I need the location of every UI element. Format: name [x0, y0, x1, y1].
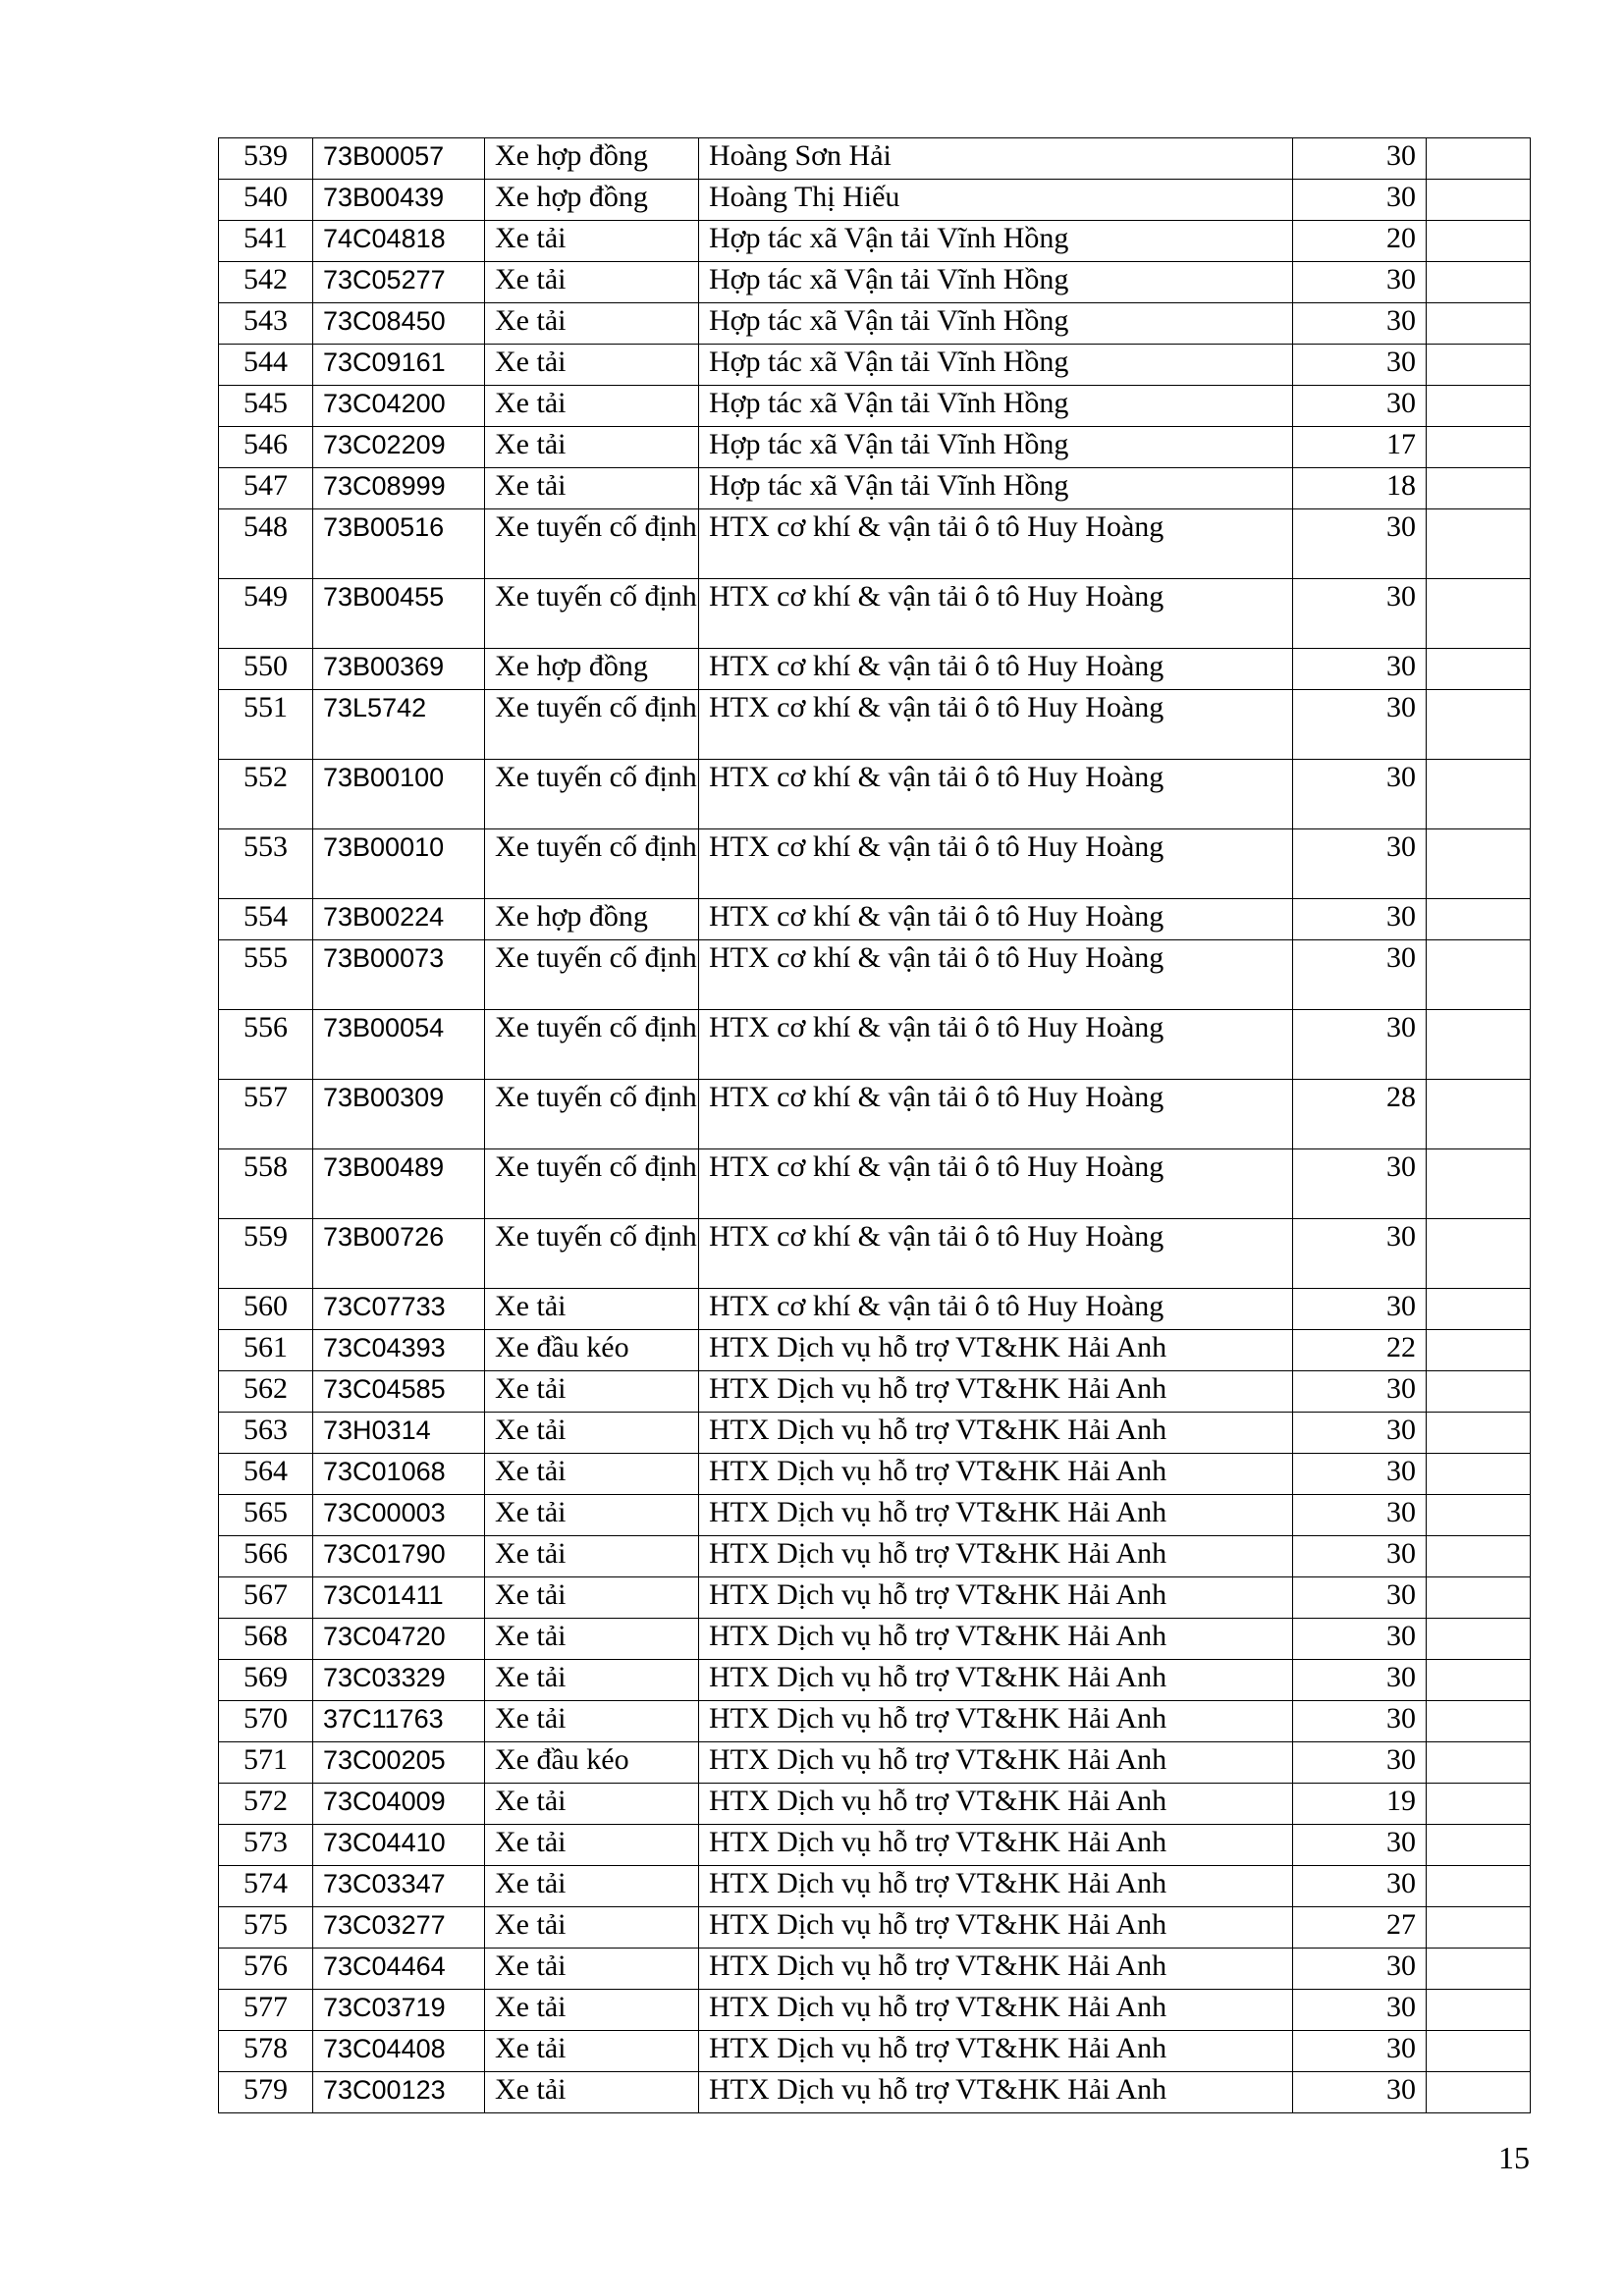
owner-name: HTX Dịch vụ hỗ trợ VT&HK Hải Anh	[699, 1949, 1293, 1990]
row-number: 551	[219, 690, 313, 760]
vehicle-type: Xe tải	[485, 1454, 699, 1495]
license-plate: 73C08450	[313, 303, 485, 345]
owner-name: Hợp tác xã Vận tải Vĩnh Hồng	[699, 468, 1293, 509]
license-plate: 73C02209	[313, 427, 485, 468]
vehicle-type: Xe tải	[485, 1577, 699, 1619]
blank-cell	[1427, 1990, 1531, 2031]
table-row	[219, 1454, 1531, 1495]
table-row	[219, 1866, 1531, 1907]
table-row	[219, 579, 1531, 649]
owner-name: HTX cơ khí & vận tải ô tô Huy Hoàng	[699, 829, 1293, 899]
days-value: 30	[1293, 649, 1427, 690]
owner-name: HTX Dịch vụ hỗ trợ VT&HK Hải Anh	[699, 2072, 1293, 2113]
owner-name: HTX Dịch vụ hỗ trợ VT&HK Hải Anh	[699, 2031, 1293, 2072]
blank-cell	[1427, 509, 1531, 579]
license-plate: 73B00010	[313, 829, 485, 899]
blank-cell	[1427, 1454, 1531, 1495]
owner-name: HTX cơ khí & vận tải ô tô Huy Hoàng	[699, 579, 1293, 649]
table-row	[219, 1907, 1531, 1949]
table-row	[219, 760, 1531, 829]
vehicle-type: Xe tải	[485, 386, 699, 427]
vehicle-table-body	[219, 138, 1531, 2113]
row-number: 546	[219, 427, 313, 468]
owner-name: HTX cơ khí & vận tải ô tô Huy Hoàng	[699, 649, 1293, 690]
license-plate: 73C01068	[313, 1454, 485, 1495]
license-plate: 73C00003	[313, 1495, 485, 1536]
days-value: 30	[1293, 690, 1427, 760]
blank-cell	[1427, 1701, 1531, 1742]
vehicle-type: Xe tải	[485, 1784, 699, 1825]
license-plate: 73C09161	[313, 345, 485, 386]
blank-cell	[1427, 1742, 1531, 1784]
blank-cell	[1427, 386, 1531, 427]
blank-cell	[1427, 899, 1531, 940]
vehicle-type: Xe tuyến cố định	[485, 1219, 699, 1289]
table-row	[219, 1619, 1531, 1660]
vehicle-type: Xe tải	[485, 262, 699, 303]
blank-cell	[1427, 262, 1531, 303]
table-row	[219, 303, 1531, 345]
blank-cell	[1427, 345, 1531, 386]
vehicle-type: Xe tải	[485, 1536, 699, 1577]
license-plate: 73C03719	[313, 1990, 485, 2031]
license-plate: 73B00439	[313, 180, 485, 221]
vehicle-type: Xe tải	[485, 1825, 699, 1866]
license-plate: 37C11763	[313, 1701, 485, 1742]
vehicle-type: Xe hợp đồng	[485, 899, 699, 940]
vehicle-type: Xe tải	[485, 221, 699, 262]
license-plate: 73C01411	[313, 1577, 485, 1619]
owner-name: HTX Dịch vụ hỗ trợ VT&HK Hải Anh	[699, 1577, 1293, 1619]
blank-cell	[1427, 427, 1531, 468]
vehicle-type: Xe tải	[485, 1413, 699, 1454]
blank-cell	[1427, 1619, 1531, 1660]
blank-cell	[1427, 1495, 1531, 1536]
blank-cell	[1427, 1413, 1531, 1454]
row-number: 572	[219, 1784, 313, 1825]
table-row	[219, 1495, 1531, 1536]
vehicle-type: Xe tải	[485, 427, 699, 468]
blank-cell	[1427, 2031, 1531, 2072]
table-row	[219, 2031, 1531, 2072]
vehicle-type: Xe tuyến cố định	[485, 829, 699, 899]
license-plate: 73C03329	[313, 1660, 485, 1701]
table-row	[219, 427, 1531, 468]
table-row	[219, 1660, 1531, 1701]
license-plate: 73C01790	[313, 1536, 485, 1577]
row-number: 557	[219, 1080, 313, 1149]
days-value: 30	[1293, 1949, 1427, 1990]
blank-cell	[1427, 221, 1531, 262]
row-number: 540	[219, 180, 313, 221]
table-row	[219, 138, 1531, 180]
row-number: 567	[219, 1577, 313, 1619]
blank-cell	[1427, 1219, 1531, 1289]
vehicle-type: Xe tải	[485, 468, 699, 509]
table-row	[219, 345, 1531, 386]
days-value: 30	[1293, 579, 1427, 649]
days-value: 17	[1293, 427, 1427, 468]
owner-name: Hợp tác xã Vận tải Vĩnh Hồng	[699, 262, 1293, 303]
row-number: 544	[219, 345, 313, 386]
license-plate: 73B00489	[313, 1149, 485, 1219]
row-number: 542	[219, 262, 313, 303]
vehicle-type: Xe tải	[485, 345, 699, 386]
license-plate: 73C04393	[313, 1330, 485, 1371]
blank-cell	[1427, 1289, 1531, 1330]
table-row	[219, 262, 1531, 303]
row-number: 579	[219, 2072, 313, 2113]
blank-cell	[1427, 690, 1531, 760]
table-row	[219, 1536, 1531, 1577]
row-number: 548	[219, 509, 313, 579]
license-plate: 73B00516	[313, 509, 485, 579]
row-number: 545	[219, 386, 313, 427]
blank-cell	[1427, 579, 1531, 649]
vehicle-type: Xe tải	[485, 1619, 699, 1660]
blank-cell	[1427, 1907, 1531, 1949]
vehicle-type: Xe tuyến cố định	[485, 509, 699, 579]
days-value: 30	[1293, 2072, 1427, 2113]
owner-name: HTX Dịch vụ hỗ trợ VT&HK Hải Anh	[699, 1330, 1293, 1371]
table-row	[219, 899, 1531, 940]
table-row	[219, 180, 1531, 221]
blank-cell	[1427, 829, 1531, 899]
days-value: 30	[1293, 180, 1427, 221]
row-number: 566	[219, 1536, 313, 1577]
blank-cell	[1427, 1536, 1531, 1577]
row-number: 562	[219, 1371, 313, 1413]
table-row	[219, 468, 1531, 509]
blank-cell	[1427, 1577, 1531, 1619]
owner-name: HTX Dịch vụ hỗ trợ VT&HK Hải Anh	[699, 1454, 1293, 1495]
table-row	[219, 1701, 1531, 1742]
row-number: 570	[219, 1701, 313, 1742]
blank-cell	[1427, 1949, 1531, 1990]
days-value: 30	[1293, 1010, 1427, 1080]
owner-name: HTX Dịch vụ hỗ trợ VT&HK Hải Anh	[699, 1536, 1293, 1577]
vehicle-type: Xe tải	[485, 1949, 699, 1990]
table-row	[219, 1825, 1531, 1866]
blank-cell	[1427, 1371, 1531, 1413]
days-value: 30	[1293, 1577, 1427, 1619]
license-plate: 73C04585	[313, 1371, 485, 1413]
vehicle-type: Xe tuyến cố định	[485, 690, 699, 760]
vehicle-type: Xe hợp đồng	[485, 138, 699, 180]
row-number: 568	[219, 1619, 313, 1660]
row-number: 575	[219, 1907, 313, 1949]
license-plate: 73B00054	[313, 1010, 485, 1080]
days-value: 30	[1293, 1990, 1427, 2031]
row-number: 558	[219, 1149, 313, 1219]
owner-name: HTX cơ khí & vận tải ô tô Huy Hoàng	[699, 690, 1293, 760]
table-row	[219, 1080, 1531, 1149]
row-number: 541	[219, 221, 313, 262]
blank-cell	[1427, 468, 1531, 509]
row-number: 563	[219, 1413, 313, 1454]
table-row	[219, 690, 1531, 760]
table-row	[219, 1219, 1531, 1289]
days-value: 19	[1293, 1784, 1427, 1825]
table-row	[219, 1010, 1531, 1080]
owner-name: HTX cơ khí & vận tải ô tô Huy Hoàng	[699, 940, 1293, 1010]
vehicle-type: Xe tải	[485, 1907, 699, 1949]
blank-cell	[1427, 1825, 1531, 1866]
days-value: 30	[1293, 138, 1427, 180]
row-number: 561	[219, 1330, 313, 1371]
owner-name: HTX Dịch vụ hỗ trợ VT&HK Hải Anh	[699, 1660, 1293, 1701]
row-number: 553	[219, 829, 313, 899]
row-number: 573	[219, 1825, 313, 1866]
license-plate: 73C00205	[313, 1742, 485, 1784]
days-value: 30	[1293, 899, 1427, 940]
table-row	[219, 1371, 1531, 1413]
blank-cell	[1427, 2072, 1531, 2113]
days-value: 30	[1293, 940, 1427, 1010]
days-value: 30	[1293, 1454, 1427, 1495]
vehicle-type: Xe hợp đồng	[485, 649, 699, 690]
blank-cell	[1427, 1010, 1531, 1080]
owner-name: HTX Dịch vụ hỗ trợ VT&HK Hải Anh	[699, 1825, 1293, 1866]
table-row	[219, 940, 1531, 1010]
row-number: 564	[219, 1454, 313, 1495]
license-plate: 73C05277	[313, 262, 485, 303]
days-value: 20	[1293, 221, 1427, 262]
owner-name: HTX cơ khí & vận tải ô tô Huy Hoàng	[699, 1289, 1293, 1330]
table-row	[219, 1149, 1531, 1219]
license-plate: 73B00455	[313, 579, 485, 649]
row-number: 552	[219, 760, 313, 829]
days-value: 30	[1293, 1371, 1427, 1413]
license-plate: 73C03277	[313, 1907, 485, 1949]
table-row	[219, 1784, 1531, 1825]
owner-name: HTX cơ khí & vận tải ô tô Huy Hoàng	[699, 1149, 1293, 1219]
owner-name: Hợp tác xã Vận tải Vĩnh Hồng	[699, 221, 1293, 262]
license-plate: 73C04009	[313, 1784, 485, 1825]
row-number: 578	[219, 2031, 313, 2072]
row-number: 543	[219, 303, 313, 345]
row-number: 559	[219, 1219, 313, 1289]
vehicle-type: Xe tải	[485, 1371, 699, 1413]
vehicle-type: Xe tải	[485, 1495, 699, 1536]
license-plate: 73B00309	[313, 1080, 485, 1149]
blank-cell	[1427, 1330, 1531, 1371]
table-row	[219, 649, 1531, 690]
days-value: 30	[1293, 829, 1427, 899]
row-number: 576	[219, 1949, 313, 1990]
vehicle-type: Xe đầu kéo	[485, 1330, 699, 1371]
days-value: 18	[1293, 468, 1427, 509]
owner-name: HTX cơ khí & vận tải ô tô Huy Hoàng	[699, 1219, 1293, 1289]
row-number: 571	[219, 1742, 313, 1784]
table-row	[219, 386, 1531, 427]
days-value: 30	[1293, 1219, 1427, 1289]
vehicle-type: Xe hợp đồng	[485, 180, 699, 221]
days-value: 30	[1293, 1289, 1427, 1330]
days-value: 28	[1293, 1080, 1427, 1149]
table-row	[219, 1990, 1531, 2031]
license-plate: 73C04720	[313, 1619, 485, 1660]
days-value: 30	[1293, 386, 1427, 427]
days-value: 30	[1293, 1149, 1427, 1219]
table-row	[219, 1742, 1531, 1784]
row-number: 555	[219, 940, 313, 1010]
table-row	[219, 221, 1531, 262]
license-plate: 73B00224	[313, 899, 485, 940]
owner-name: HTX Dịch vụ hỗ trợ VT&HK Hải Anh	[699, 1619, 1293, 1660]
license-plate: 73L5742	[313, 690, 485, 760]
blank-cell	[1427, 760, 1531, 829]
row-number: 554	[219, 899, 313, 940]
table-row	[219, 1413, 1531, 1454]
owner-name: Hợp tác xã Vận tải Vĩnh Hồng	[699, 427, 1293, 468]
days-value: 30	[1293, 1742, 1427, 1784]
owner-name: HTX cơ khí & vận tải ô tô Huy Hoàng	[699, 899, 1293, 940]
vehicle-type: Xe tuyến cố định	[485, 579, 699, 649]
blank-cell	[1427, 940, 1531, 1010]
license-plate: 73B00100	[313, 760, 485, 829]
days-value: 30	[1293, 1660, 1427, 1701]
owner-name: Hoàng Thị Hiếu	[699, 180, 1293, 221]
vehicle-type: Xe tuyến cố định	[485, 760, 699, 829]
owner-name: HTX Dịch vụ hỗ trợ VT&HK Hải Anh	[699, 1907, 1293, 1949]
owner-name: HTX Dịch vụ hỗ trợ VT&HK Hải Anh	[699, 1990, 1293, 2031]
row-number: 539	[219, 138, 313, 180]
vehicle-type: Xe đầu kéo	[485, 1742, 699, 1784]
owner-name: Hoàng Sơn Hải	[699, 138, 1293, 180]
license-plate: 73B00726	[313, 1219, 485, 1289]
row-number: 556	[219, 1010, 313, 1080]
license-plate: 73B00057	[313, 138, 485, 180]
days-value: 30	[1293, 1825, 1427, 1866]
days-value: 30	[1293, 1701, 1427, 1742]
blank-cell	[1427, 1080, 1531, 1149]
days-value: 30	[1293, 1495, 1427, 1536]
table-row	[219, 1949, 1531, 1990]
days-value: 30	[1293, 303, 1427, 345]
row-number: 569	[219, 1660, 313, 1701]
license-plate: 73C04200	[313, 386, 485, 427]
license-plate: 74C04818	[313, 221, 485, 262]
vehicle-table	[218, 137, 1531, 2113]
owner-name: HTX Dịch vụ hỗ trợ VT&HK Hải Anh	[699, 1371, 1293, 1413]
blank-cell	[1427, 138, 1531, 180]
owner-name: HTX cơ khí & vận tải ô tô Huy Hoàng	[699, 509, 1293, 579]
license-plate: 73C04464	[313, 1949, 485, 1990]
days-value: 30	[1293, 1866, 1427, 1907]
vehicle-type: Xe tuyến cố định	[485, 1010, 699, 1080]
vehicle-type: Xe tải	[485, 2072, 699, 2113]
days-value: 30	[1293, 760, 1427, 829]
days-value: 30	[1293, 1413, 1427, 1454]
license-plate: 73B00073	[313, 940, 485, 1010]
vehicle-type: Xe tải	[485, 1660, 699, 1701]
blank-cell	[1427, 180, 1531, 221]
row-number: 565	[219, 1495, 313, 1536]
license-plate: 73C04408	[313, 2031, 485, 2072]
row-number: 547	[219, 468, 313, 509]
vehicle-type: Xe tải	[485, 303, 699, 345]
license-plate: 73C03347	[313, 1866, 485, 1907]
vehicle-type: Xe tuyến cố định	[485, 1080, 699, 1149]
vehicle-type: Xe tải	[485, 1866, 699, 1907]
blank-cell	[1427, 1784, 1531, 1825]
owner-name: Hợp tác xã Vận tải Vĩnh Hồng	[699, 303, 1293, 345]
owner-name: HTX Dịch vụ hỗ trợ VT&HK Hải Anh	[699, 1413, 1293, 1454]
owner-name: HTX Dịch vụ hỗ trợ VT&HK Hải Anh	[699, 1701, 1293, 1742]
vehicle-type: Xe tải	[485, 1289, 699, 1330]
owner-name: HTX Dịch vụ hỗ trợ VT&HK Hải Anh	[699, 1495, 1293, 1536]
license-plate: 73C00123	[313, 2072, 485, 2113]
blank-cell	[1427, 649, 1531, 690]
days-value: 27	[1293, 1907, 1427, 1949]
days-value: 30	[1293, 262, 1427, 303]
blank-cell	[1427, 303, 1531, 345]
row-number: 574	[219, 1866, 313, 1907]
row-number: 560	[219, 1289, 313, 1330]
days-value: 30	[1293, 2031, 1427, 2072]
days-value: 30	[1293, 509, 1427, 579]
blank-cell	[1427, 1866, 1531, 1907]
row-number: 577	[219, 1990, 313, 2031]
table-row	[219, 509, 1531, 579]
table-row	[219, 2072, 1531, 2113]
vehicle-type: Xe tải	[485, 1990, 699, 2031]
license-plate: 73H0314	[313, 1413, 485, 1454]
vehicle-type: Xe tải	[485, 1701, 699, 1742]
owner-name: HTX cơ khí & vận tải ô tô Huy Hoàng	[699, 760, 1293, 829]
days-value: 22	[1293, 1330, 1427, 1371]
license-plate: 73C04410	[313, 1825, 485, 1866]
days-value: 30	[1293, 1536, 1427, 1577]
vehicle-type: Xe tuyến cố định	[485, 1149, 699, 1219]
license-plate: 73C07733	[313, 1289, 485, 1330]
owner-name: HTX cơ khí & vận tải ô tô Huy Hoàng	[699, 1080, 1293, 1149]
vehicle-type: Xe tuyến cố định	[485, 940, 699, 1010]
row-number: 549	[219, 579, 313, 649]
owner-name: HTX Dịch vụ hỗ trợ VT&HK Hải Anh	[699, 1784, 1293, 1825]
days-value: 30	[1293, 1619, 1427, 1660]
page-number: 15	[1498, 2140, 1530, 2175]
table-row	[219, 829, 1531, 899]
license-plate: 73B00369	[313, 649, 485, 690]
table-row	[219, 1330, 1531, 1371]
blank-cell	[1427, 1149, 1531, 1219]
owner-name: Hợp tác xã Vận tải Vĩnh Hồng	[699, 345, 1293, 386]
table-row	[219, 1289, 1531, 1330]
blank-cell	[1427, 1660, 1531, 1701]
owner-name: HTX Dịch vụ hỗ trợ VT&HK Hải Anh	[699, 1742, 1293, 1784]
owner-name: Hợp tác xã Vận tải Vĩnh Hồng	[699, 386, 1293, 427]
owner-name: HTX Dịch vụ hỗ trợ VT&HK Hải Anh	[699, 1866, 1293, 1907]
owner-name: HTX cơ khí & vận tải ô tô Huy Hoàng	[699, 1010, 1293, 1080]
row-number: 550	[219, 649, 313, 690]
days-value: 30	[1293, 345, 1427, 386]
license-plate: 73C08999	[313, 468, 485, 509]
vehicle-type: Xe tải	[485, 2031, 699, 2072]
table-row	[219, 1577, 1531, 1619]
